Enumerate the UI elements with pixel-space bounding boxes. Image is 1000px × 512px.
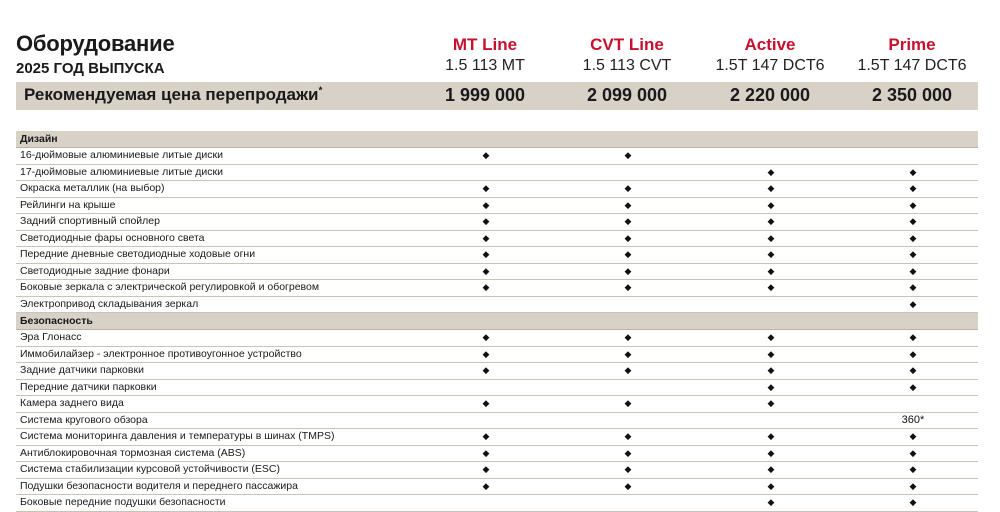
model-column-mt-line	[410, 34, 560, 76]
model-name: Prime	[888, 35, 936, 54]
availability-mark-icon: ◆	[482, 332, 490, 342]
feature-label: Камера заднего вида	[20, 397, 124, 409]
table-row	[16, 231, 978, 248]
price-mt-line: 1 999 000	[444, 85, 526, 105]
model-column-cvt-line	[552, 34, 702, 76]
feature-cell: 360*	[901, 413, 925, 426]
feature-label: Задний спортивный спойлер	[20, 215, 160, 227]
table-row	[16, 247, 978, 264]
feature-label: Электропривод складывания зеркал	[20, 297, 199, 310]
availability-mark-icon: ◆	[767, 348, 775, 359]
availability-mark-icon: ◆	[624, 464, 632, 474]
availability-mark-icon: ◆	[909, 232, 917, 243]
table-row	[16, 479, 978, 496]
model-name: Active	[744, 35, 796, 54]
table-row	[16, 347, 978, 364]
model-engine: 1.5 113 MT	[445, 57, 525, 74]
table-row	[16, 297, 978, 314]
availability-mark-icon: ◆	[767, 480, 775, 491]
feature-label: Иммобилайзер - электронное противоугонное устройство	[20, 347, 302, 360]
availability-mark-icon: ◆	[767, 381, 775, 392]
availability-mark-icon: ◆	[624, 183, 632, 193]
availability-mark-icon: ◆	[482, 365, 490, 375]
feature-label: Рейлинги на крыше	[20, 198, 116, 211]
model-year-subtitle: 2025 ГОД ВЫПУСКА	[16, 60, 165, 77]
table-row	[16, 181, 978, 198]
feature-label: Светодиодные задние фонари	[20, 264, 170, 277]
availability-mark-icon: ◆	[909, 298, 917, 309]
feature-label: Передние датчики парковки	[20, 380, 157, 393]
availability-mark-icon: ◆	[767, 431, 775, 441]
availability-mark-icon: ◆	[767, 332, 775, 342]
feature-label: Система мониторинга давления и температуры в шинах (TMPS)	[20, 430, 335, 442]
availability-mark-icon: ◆	[909, 365, 917, 375]
price-label-text: Рекомендуемая цена перепродажи	[24, 85, 319, 104]
price-active: 2 220 000	[729, 85, 811, 105]
availability-mark-icon: ◆	[482, 199, 490, 210]
section-header: Дизайн	[16, 131, 978, 148]
availability-mark-icon: ◆	[624, 480, 632, 491]
model-engine: 1.5 113 CVT	[582, 57, 672, 74]
availability-mark-icon: ◆	[909, 348, 917, 359]
availability-mark-icon: ◆	[482, 447, 490, 458]
availability-mark-icon: ◆	[909, 249, 917, 259]
availability-mark-icon: ◆	[767, 199, 775, 210]
feature-label: Передние дневные светодиодные ходовые огни	[20, 248, 256, 260]
feature-label: Боковые передние подушки безопасности	[20, 496, 226, 508]
availability-mark-icon: ◆	[767, 282, 775, 292]
table-row	[16, 429, 978, 446]
price-cvt-line: 2 099 000	[586, 85, 668, 105]
price-prime: 2 350 000	[871, 85, 953, 105]
feature-label: Задние датчики парковки	[20, 364, 144, 376]
availability-mark-icon: ◆	[482, 216, 490, 226]
feature-label: Окраска металлик (на выбор)	[20, 182, 165, 194]
availability-mark-icon: ◆	[767, 365, 775, 375]
availability-mark-icon: ◆	[624, 199, 632, 210]
spec-header	[0, 0, 1000, 112]
availability-mark-icon: ◆	[909, 431, 917, 441]
feature-label: Система стабилизации курсовой устойчивости (ESC)	[20, 463, 280, 475]
availability-mark-icon: ◆	[767, 265, 775, 276]
availability-mark-icon: ◆	[482, 398, 490, 408]
model-column-prime	[837, 34, 987, 76]
table-row	[16, 495, 978, 512]
feature-label: Боковые зеркала с электрической регулировкой и обогревом	[20, 281, 320, 293]
availability-mark-icon: ◆	[624, 282, 632, 292]
model-name: CVT Line	[590, 35, 664, 54]
table-row	[16, 330, 978, 347]
availability-mark-icon: ◆	[767, 249, 775, 259]
table-row	[16, 148, 978, 165]
equipment-table	[16, 131, 978, 512]
availability-mark-icon: ◆	[624, 150, 632, 160]
availability-mark-icon: ◆	[767, 497, 775, 507]
availability-mark-icon: ◆	[482, 265, 490, 276]
table-row	[16, 446, 978, 463]
availability-mark-icon: ◆	[624, 365, 632, 375]
availability-mark-icon: ◆	[909, 464, 917, 474]
table-row	[16, 396, 978, 413]
table-row	[16, 198, 978, 215]
feature-label: 17-дюймовые алюминиевые литые диски	[20, 165, 223, 178]
table-row	[16, 363, 978, 380]
feature-label: 16-дюймовые алюминиевые литые диски	[20, 149, 223, 161]
availability-mark-icon: ◆	[482, 348, 490, 359]
model-column-active	[695, 34, 845, 76]
price-band	[16, 82, 978, 110]
availability-mark-icon: ◆	[909, 183, 917, 193]
availability-mark-icon: ◆	[909, 216, 917, 226]
price-footnote-mark: *	[318, 85, 323, 97]
availability-mark-icon: ◆	[909, 166, 917, 177]
availability-mark-icon: ◆	[909, 332, 917, 342]
availability-mark-icon: ◆	[624, 332, 632, 342]
table-row	[16, 264, 978, 281]
availability-mark-icon: ◆	[909, 282, 917, 292]
availability-mark-icon: ◆	[482, 464, 490, 474]
availability-mark-icon: ◆	[909, 447, 917, 458]
availability-mark-icon: ◆	[767, 464, 775, 474]
availability-mark-icon: ◆	[624, 447, 632, 458]
availability-mark-icon: ◆	[624, 249, 632, 259]
availability-mark-icon: ◆	[624, 216, 632, 226]
availability-mark-icon: ◆	[624, 348, 632, 359]
availability-mark-icon: ◆	[767, 166, 775, 177]
availability-mark-icon: ◆	[909, 381, 917, 392]
availability-mark-icon: ◆	[767, 183, 775, 193]
table-row	[16, 165, 978, 182]
page-title: Оборудование	[16, 31, 175, 56]
availability-mark-icon: ◆	[624, 398, 632, 408]
table-row	[16, 413, 978, 430]
availability-mark-icon: ◆	[909, 265, 917, 276]
availability-mark-icon: ◆	[482, 480, 490, 491]
model-engine: 1.5T 147 DCT6	[857, 57, 967, 74]
availability-mark-icon: ◆	[767, 398, 775, 408]
availability-mark-icon: ◆	[909, 199, 917, 210]
availability-mark-icon: ◆	[482, 150, 490, 160]
availability-mark-icon: ◆	[482, 232, 490, 243]
feature-label: Антиблокировочная тормозная система (ABS)	[20, 446, 246, 459]
availability-mark-icon: ◆	[482, 282, 490, 292]
model-name: MT Line	[452, 35, 518, 54]
table-row	[16, 214, 978, 231]
table-row	[16, 462, 978, 479]
availability-mark-icon: ◆	[909, 497, 917, 507]
model-engine: 1.5T 147 DCT6	[715, 57, 825, 74]
availability-mark-icon: ◆	[624, 265, 632, 276]
availability-mark-icon: ◆	[624, 431, 632, 441]
section-header: Безопасность	[16, 313, 978, 330]
availability-mark-icon: ◆	[767, 216, 775, 226]
feature-label: Эра Глонасс	[20, 331, 82, 343]
feature-label: Подушки безопасности водителя и переднего пассажира	[20, 479, 298, 492]
table-row	[16, 280, 978, 297]
availability-mark-icon: ◆	[909, 480, 917, 491]
table-row	[16, 380, 978, 397]
availability-mark-icon: ◆	[767, 232, 775, 243]
availability-mark-icon: ◆	[767, 447, 775, 458]
availability-mark-icon: ◆	[624, 232, 632, 243]
availability-mark-icon: ◆	[482, 183, 490, 193]
availability-mark-icon: ◆	[482, 249, 490, 259]
feature-label: Система кругового обзора	[20, 413, 148, 426]
feature-label: Светодиодные фары основного света	[20, 231, 205, 244]
availability-mark-icon: ◆	[482, 431, 490, 441]
price-label	[24, 85, 322, 105]
